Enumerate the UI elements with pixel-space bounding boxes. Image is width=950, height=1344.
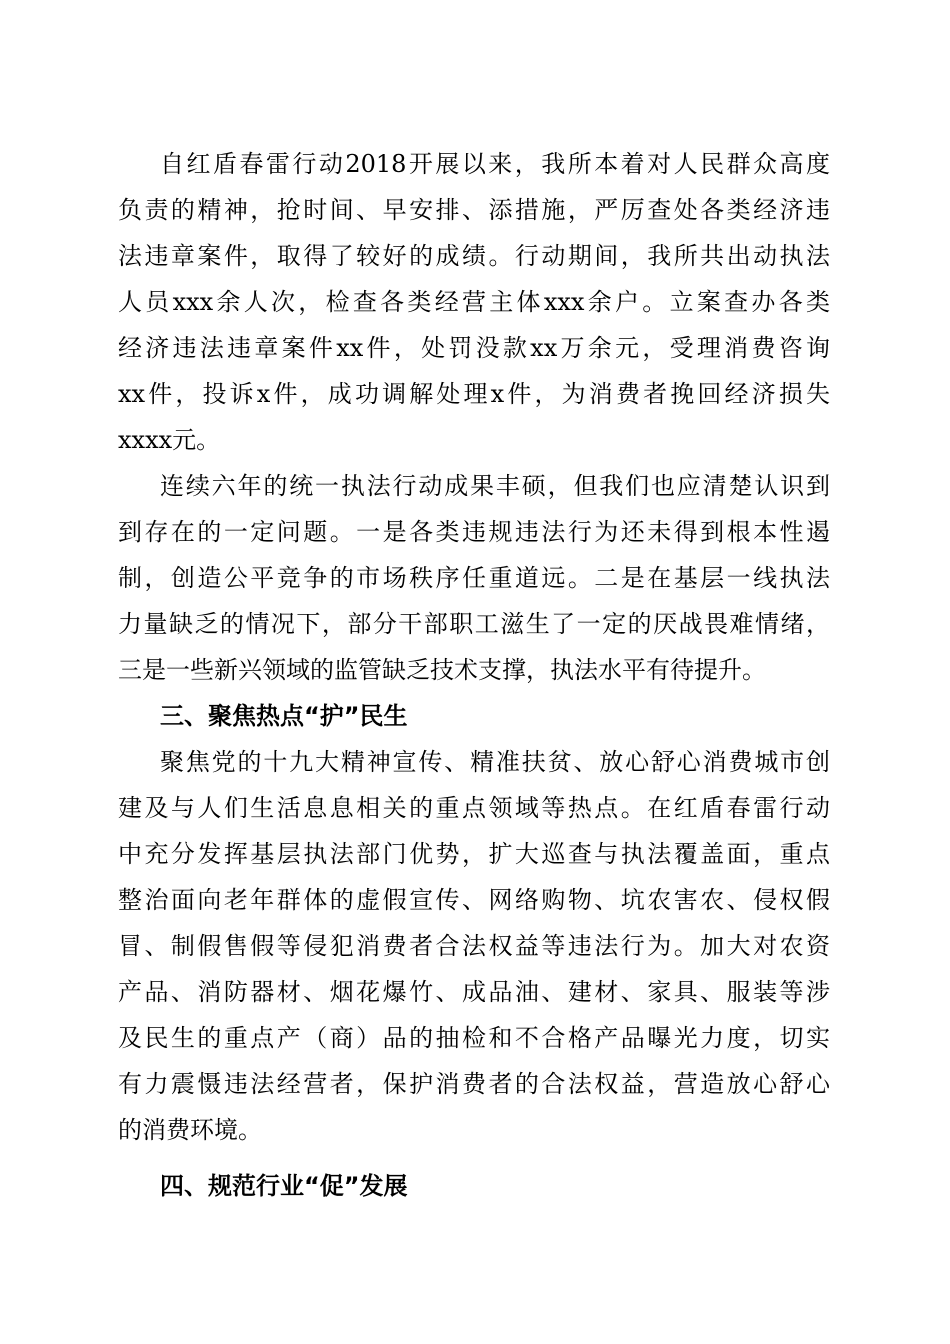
paragraph-line: 力量缺乏的情况下，部分干部职工滋生了一定的厌战畏难情绪， [118,610,830,638]
paragraph-line: 冒、制假售假等侵犯消费者合法权益等违法行为。加大对农资 [118,932,830,960]
paragraph-line: 产品、消防器材、烟花爆竹、成品油、建材、家具、服装等涉 [118,978,830,1006]
paragraph-line: 三是一些新兴领域的监管缺乏技术支撑，执法水平有待提升。 [118,656,766,684]
paragraph-line: 中充分发挥基层执法部门优势，扩大巡查与执法覆盖面，重点 [118,840,830,868]
paragraph-line: 连续六年的统一执法行动成果丰硕，但我们也应清楚认识到 [160,472,830,500]
paragraph-line: 人员xxx余人次，检查各类经营主体xxx余户。立案查办各类 [118,288,830,316]
section-heading-3: 三、聚焦热点“护”民生 [160,702,408,730]
paragraph-line: 法违章案件，取得了较好的成绩。行动期间，我所共出动执法 [118,242,830,270]
paragraph-line: 有力震慑违法经营者，保护消费者的合法权益，营造放心舒心 [118,1070,830,1098]
paragraph-line: 制，创造公平竞争的市场秩序任重道远。二是在基层一线执法 [118,564,830,592]
paragraph-line: 负责的精神，抢时间、早安排、添措施，严厉查处各类经济违 [118,196,830,224]
paragraph-line: xxxx元。 [118,426,221,454]
paragraph-line: 建及与人们生活息息相关的重点领域等热点。在红盾春雷行动 [118,794,830,822]
section-heading-4: 四、规范行业“促”发展 [160,1172,408,1200]
paragraph-line: 聚焦党的十九大精神宣传、精准扶贫、放心舒心消费城市创 [160,748,830,776]
paragraph-line: 及民生的重点产（商）品的抽检和不合格产品曝光力度，切实 [118,1024,830,1052]
paragraph-line: 到存在的一定问题。一是各类违规违法行为还未得到根本性遏 [118,518,830,546]
paragraph-line: xx件，投诉x件，成功调解处理x件，为消费者挽回经济损失 [118,380,830,408]
paragraph-line: 经济违法违章案件xx件，处罚没款xx万余元，受理消费咨询 [118,334,830,362]
paragraph-line: 的消费环境。 [118,1116,262,1144]
paragraph-line: 自红盾春雷行动2018开展以来，我所本着对人民群众高度 [160,150,830,178]
paragraph-line: 整治面向老年群体的虚假宣传、网络购物、坑农害农、侵权假 [118,886,830,914]
